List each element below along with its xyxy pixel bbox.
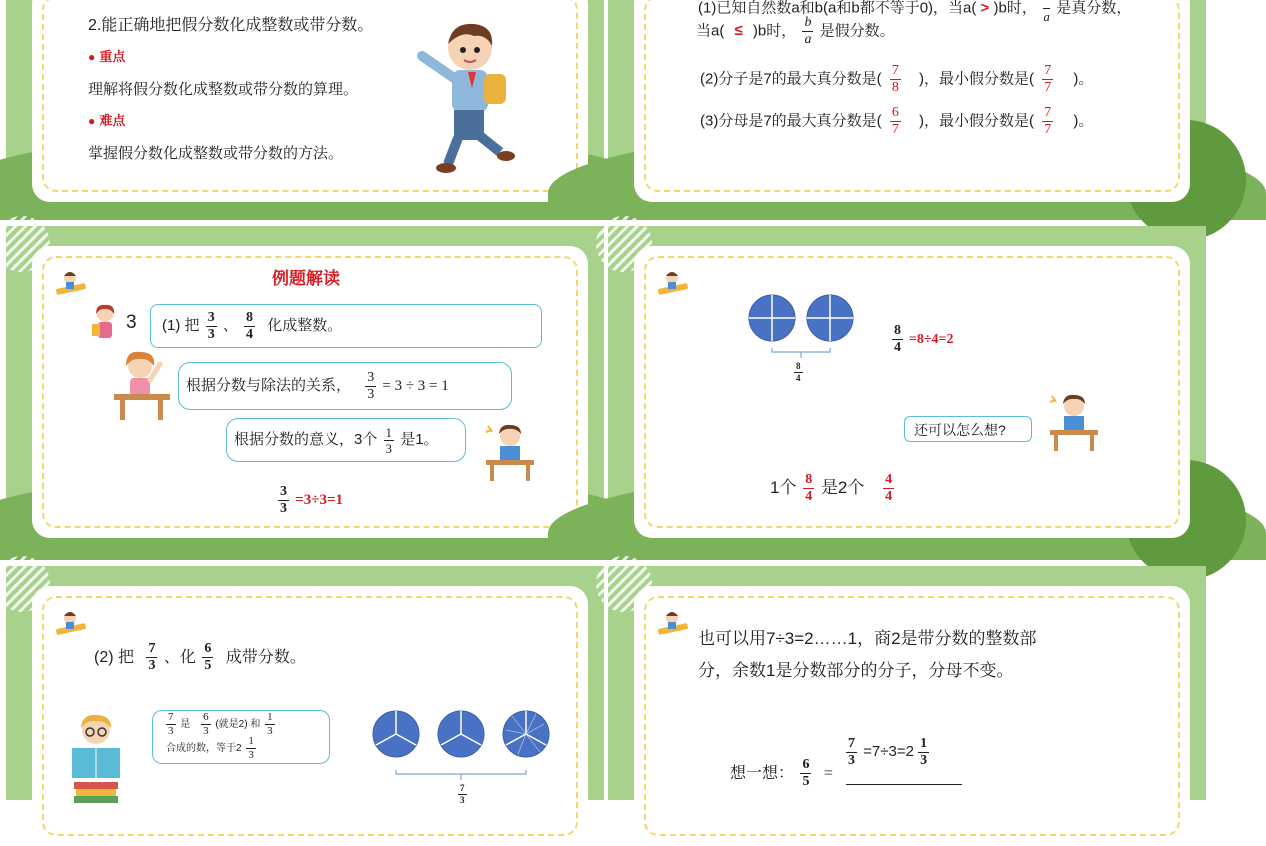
question-3: (3)分母是7的最大真分数是( $\frac{6}{7}$ )，最小假分数是( $\frac{7}{7}$ )。 (700, 105, 1094, 137)
question-1-line-2: 当a( ≤ )b时， $\frac{b}{a}$ 是假分数。 (696, 15, 895, 47)
think-label: 想一想： $\frac{6}{5}$ = (730, 757, 833, 790)
difficulty-heading: ● 难点 (88, 113, 126, 128)
fraction-bar (846, 784, 962, 785)
pencil-rider-icon (656, 268, 692, 298)
key-text: 理解将假分数化成整数或带分数的算理。 (88, 81, 359, 98)
pencil-rider-icon (54, 608, 90, 638)
slide-card (32, 0, 588, 202)
hint-bubble-text: 还可以怎么想? (914, 422, 1006, 438)
key-heading: ● 重点 (88, 49, 126, 64)
boy-character-icon (418, 18, 518, 178)
goal-2: 2.能正确地把假分数化成整数或带分数。 (88, 17, 374, 34)
slide-card (634, 0, 1190, 202)
slide-card (634, 246, 1190, 538)
slide-5[interactable] (6, 566, 604, 806)
slide-card (32, 586, 588, 846)
question-text: (1) 把 $\frac{3}{3}$ 、 $\frac{8}{4}$ 化成整数。 (162, 309, 343, 342)
circles-label: $\frac{7}{3}$ (460, 783, 465, 806)
hint-bubble-line-1: $\frac{7}{3}$ 是 $\frac{6}{3}$ (就是2) 和 $\frac{1}{3}$ (168, 711, 273, 737)
bubble-1-text: 根据分数与除法的关系， $\frac{3}{3}$ = 3 ÷ 3 = 1 (186, 369, 449, 402)
question-text: (2) 把 $\frac{7}{3}$ 、化 $\frac{6}{5}$ 成带分数。 (94, 641, 306, 674)
bubble-2-text: 根据分数的意义，3个 $\frac{1}{3}$ 是1。 (234, 424, 439, 456)
slide-4[interactable] (608, 226, 1206, 560)
red-dot-icon: ● (88, 114, 96, 128)
slide-card (634, 586, 1190, 846)
question-1-line-1: (1)已知自然数a和b(a和b都不等于0)，当a( > )b时， a 是真分数， (698, 0, 1131, 23)
division-equation: $\frac{8}{4}$ =8÷4=2 (894, 322, 954, 355)
hint-bubble-line-2: 合成的数，等于2 $\frac{1}{3}$ (166, 735, 254, 761)
boy-at-desk-icon (1048, 392, 1100, 452)
question-2: (2)分子是7的最大真分数是( $\frac{7}{8}$ )，最小假分数是( $\frac{7}{7}$ )。 (700, 63, 1094, 95)
circles-label: $\frac{8}{4}$ (796, 361, 801, 384)
pencil-rider-icon (54, 268, 90, 298)
boy-at-desk-icon (484, 422, 536, 482)
think-equation: $\frac{7}{3}$ =7÷3=2 $\frac{1}{3}$ (848, 735, 928, 768)
explanation-line-1: 也可以用7÷3=2……1，商2是带分数的整数部 (698, 629, 1037, 648)
result-line: $\frac{3}{3}$ =3÷3=1 (280, 483, 343, 516)
pencil-rider-icon (656, 608, 692, 638)
section-title: 例题解读 (272, 269, 340, 288)
slide-2[interactable] (608, 0, 1206, 220)
slide-card (32, 246, 588, 538)
slide-6[interactable] (608, 566, 1206, 800)
girl-at-desk-icon (112, 350, 172, 422)
example-number: 3 (126, 312, 137, 333)
slide-3[interactable] (6, 226, 604, 560)
boy-reading-icon (68, 712, 124, 808)
slide-1[interactable] (6, 0, 604, 220)
girl-with-book-icon (90, 304, 120, 342)
difficulty-text: 掌握假分数化成整数或带分数的方法。 (88, 145, 344, 162)
red-dot-icon: ● (88, 50, 96, 64)
bottom-statement: 1个 $\frac{8}{4}$ 是2个 $\frac{4}{4}$ (770, 472, 893, 505)
explanation-line-2: 分，余数1是分数部分的分子，分母不变。 (698, 661, 1014, 680)
